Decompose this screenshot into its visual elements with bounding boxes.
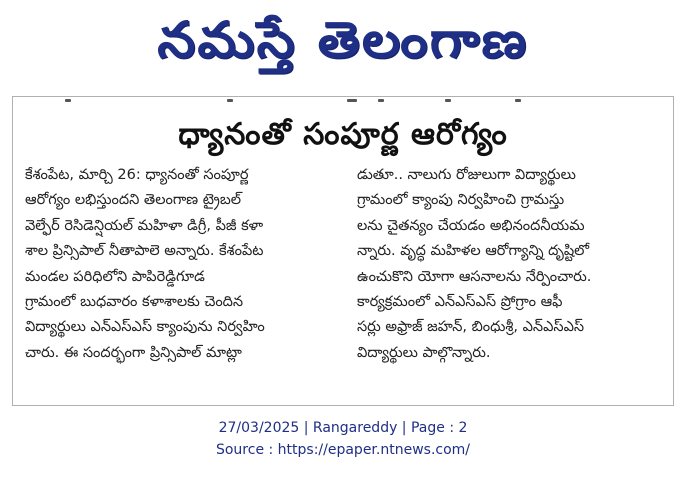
text-fragment <box>65 99 71 102</box>
article-line: శాల ప్రిన్సిపాల్ నీతాపాలె అన్నారు. కేశంపేట <box>25 243 264 260</box>
article-line: న్నారు. వృద్ధ మహిళల ఆరోగ్యాన్ని దృష్టిలో <box>357 243 590 260</box>
article-line: గ్రామంలో క్యాంపు నిర్వహించి గ్రామస్తు <box>357 192 565 209</box>
article-line: కేశంపేట, మార్చి 26: ధ్యానంతో సంపూర్ణ <box>25 167 249 183</box>
article-line: కార్యక్రమంలో ఎన్ఎస్ఎస్ ప్రోగ్రాం ఆఫీ <box>357 293 563 310</box>
article-column-right <box>357 163 667 366</box>
article-line: సర్లు అఫ్రాజ్ జహన్, బింధుశ్రీ, ఎన్ఎస్ఎస్ <box>357 319 585 336</box>
article-column-left <box>25 163 345 366</box>
clipping-date-edition-page: 27/03/2025 | Rangareddy | Page : 2 <box>218 420 468 436</box>
article-line: వెల్ఫేర్ రెసిడెన్షియల్ మహిళా డిగ్రీ, పీజీ కళా <box>25 217 264 234</box>
masthead <box>0 2 686 78</box>
clipped-previous-text <box>13 97 673 107</box>
text-fragment <box>445 99 451 102</box>
text-fragment <box>347 99 357 102</box>
article-line: మండల పరిధిలోని పాపిరెడ్డిగూడ <box>25 268 205 285</box>
article-line: ఉంచుకొని యోగా ఆసనాలను నేర్పించారు. <box>357 268 592 285</box>
text-fragment <box>227 99 233 102</box>
article-line: చారు. ఈ సందర్భంగా ప్రిన్సిపాల్ మాట్లా <box>25 344 242 361</box>
article-line: విద్యార్థులు ఎన్ఎస్ఎస్ క్యాంపును నిర్వహిం <box>25 319 265 336</box>
newspaper-logo: నమస్తే తెలంగాణ <box>157 11 529 69</box>
text-fragment <box>515 99 521 102</box>
clipping-source: Source : https://epaper.ntnews.com/ <box>215 442 471 458</box>
article-line: విద్యార్థులు పాల్గొన్నారు. <box>357 344 491 361</box>
text-fragment <box>378 99 384 102</box>
article-headline: ధ్యానంతో సంపూర్ణ ఆరోగ్యం <box>178 117 508 152</box>
article-line: ఆరోగ్యం లభిస్తుందని తెలంగాణ ట్రైబల్ <box>25 192 242 209</box>
article-clipping <box>12 96 674 406</box>
article-line: లను చైతన్యం చేయడం అభినందనీయమ <box>357 217 585 234</box>
article-line: డుతూ.. నాలుగు రోజులుగా విద్యార్థులు <box>357 167 576 183</box>
article-line: గ్రామంలో బుధవారం కళాశాలకు చెందిన <box>25 293 244 310</box>
